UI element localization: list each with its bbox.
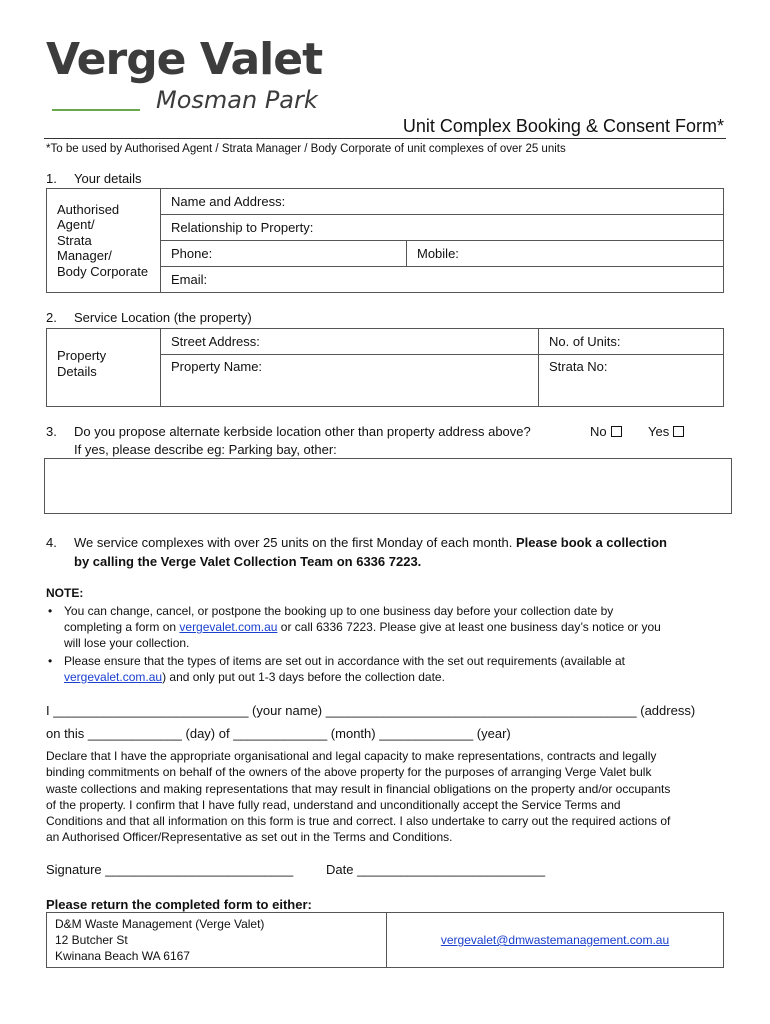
address-line: 12 Butcher St bbox=[55, 933, 128, 947]
agent-label-line: Agent/ bbox=[57, 217, 95, 233]
return-address-cell bbox=[47, 913, 387, 968]
section-3-heading bbox=[46, 424, 726, 440]
section-number: 1. bbox=[46, 171, 57, 186]
agent-label-line: Authorised bbox=[57, 201, 120, 217]
note-text: completing a form on bbox=[64, 620, 180, 634]
return-email-cell bbox=[387, 913, 724, 968]
consent-date-line[interactable]: on this _____________ (day) of _____________ (month) _____________ (year) bbox=[46, 726, 511, 741]
street-address-label: Street Address: bbox=[171, 334, 260, 349]
section-number: 3. bbox=[46, 424, 57, 439]
logo-wordmark: Verge Valet bbox=[46, 34, 323, 85]
note-text: ) and only put out 1-3 days before the collection date. bbox=[162, 670, 445, 684]
return-heading: Please return the completed form to either: bbox=[46, 897, 312, 912]
no-checkbox[interactable] bbox=[611, 426, 622, 437]
email-label: Email: bbox=[171, 272, 208, 287]
relationship-field[interactable] bbox=[161, 215, 724, 241]
phone-label: Phone: bbox=[171, 246, 213, 261]
mobile-field[interactable] bbox=[407, 241, 724, 267]
property-label-line: Property bbox=[57, 347, 107, 363]
booking-phone: by calling the Verge Valet Collection Team on 6336 7223. bbox=[74, 554, 422, 569]
declaration-text bbox=[46, 748, 730, 846]
declaration-line: of the property. I confirm that I have fully read, understand and unconditionally accept the Service Terms and bbox=[46, 797, 621, 812]
strata-field[interactable] bbox=[539, 355, 724, 407]
note-text: or call 6336 7223. Please give at least one business day’s notice or you bbox=[277, 620, 661, 634]
property-name-label: Property Name: bbox=[171, 359, 263, 374]
yes-option[interactable] bbox=[648, 424, 684, 439]
agent-label-line: Body Corporate bbox=[57, 263, 149, 279]
bullet-dot: • bbox=[48, 604, 53, 618]
property-name-field[interactable] bbox=[161, 355, 539, 407]
mobile-label: Mobile: bbox=[417, 246, 459, 261]
note-label: NOTE: bbox=[46, 586, 84, 600]
yes-checkbox[interactable] bbox=[673, 426, 684, 437]
section-title: Service Location (the property) bbox=[74, 310, 252, 325]
note-text: Please ensure that the types of items are set out in accordance with the set out requirements (available at bbox=[64, 654, 625, 668]
your-details-table bbox=[46, 188, 724, 293]
website-link[interactable]: vergevalet.com.au bbox=[179, 620, 278, 634]
agent-label-line: Strata Manager/ bbox=[57, 232, 112, 264]
describe-prompt: If yes, please describe eg: Parking bay, other: bbox=[74, 442, 337, 457]
website-link[interactable]: vergevalet.com.au bbox=[64, 670, 163, 684]
note-bullet-2 bbox=[48, 653, 728, 687]
declaration-line: Declare that I have the appropriate organisational and legal capacity to make representations, contracts and legally bbox=[46, 749, 657, 763]
title-divider bbox=[44, 138, 726, 139]
strata-label: Strata No: bbox=[549, 359, 608, 374]
email-link[interactable]: vergevalet@dmwastemanagement.com.au bbox=[440, 933, 670, 947]
note-bullet-1 bbox=[48, 603, 728, 653]
declaration-line: an Authorised Officer/Representative as set out in the Terms and Conditions. bbox=[46, 830, 453, 845]
section-2-heading bbox=[46, 310, 446, 326]
note-text: You can change, cancel, or postpone the booking up to one business day before your collection date by bbox=[64, 604, 614, 618]
bullet-dot: • bbox=[48, 654, 53, 668]
section-title: Your details bbox=[74, 171, 142, 186]
section-1-heading bbox=[46, 171, 346, 187]
name-address-field[interactable] bbox=[161, 189, 724, 215]
address-line: Kwinana Beach WA 6167 bbox=[55, 949, 190, 963]
signature-field[interactable]: Signature __________________________ bbox=[46, 862, 294, 877]
property-label-line: Details bbox=[57, 363, 97, 379]
note-text: will lose your collection. bbox=[64, 636, 190, 650]
service-info: We service complexes with over 25 units on the first Monday of each month. bbox=[74, 535, 513, 550]
alternate-location-question: Do you propose alternate kerbside location other than property address above? bbox=[74, 424, 531, 439]
intro-note: *To be used by Authorised Agent / Strata Manager / Body Corporate of unit complexes of over 25 units bbox=[46, 143, 566, 155]
address-line: D&M Waste Management (Verge Valet) bbox=[55, 917, 265, 931]
alternate-location-textarea[interactable] bbox=[44, 458, 732, 514]
declaration-line: Conditions and that all information on this form is true and correct. I also undertake to carry out the required actions of bbox=[46, 814, 671, 829]
consent-name-address-line[interactable]: I ___________________________ (your name) ___________________________________________ (address) bbox=[46, 703, 696, 718]
note-text-line bbox=[64, 669, 724, 685]
note-text-line bbox=[64, 619, 724, 635]
agent-label-cell bbox=[47, 189, 161, 293]
phone-field[interactable] bbox=[161, 241, 407, 267]
logo-underline bbox=[52, 109, 140, 111]
section-number: 2. bbox=[46, 310, 57, 325]
yes-label: Yes bbox=[648, 424, 670, 439]
email-field[interactable] bbox=[161, 267, 724, 293]
declaration-line: binding commitments on behalf of the owners of the above property for the purposes of arranging Verge Valet bulk bbox=[46, 765, 652, 780]
property-label-cell bbox=[47, 329, 161, 407]
section-number: 4. bbox=[46, 535, 57, 550]
form-title: Unit Complex Booking & Consent Form* bbox=[402, 116, 724, 136]
return-details-table bbox=[46, 912, 724, 968]
date-field[interactable]: Date __________________________ bbox=[326, 862, 546, 877]
units-label: No. of Units: bbox=[549, 334, 621, 349]
service-location-table bbox=[46, 328, 724, 407]
street-address-field[interactable] bbox=[161, 329, 539, 355]
declaration-line: waste collections and making representations that may result in financial obligations on the property and/or occupants bbox=[46, 781, 671, 796]
units-field[interactable] bbox=[539, 329, 724, 355]
no-option[interactable] bbox=[590, 424, 622, 439]
logo-subtitle: Mosman Park bbox=[156, 86, 318, 114]
booking-instruction: Please book a collection bbox=[515, 535, 667, 550]
name-address-label: Name and Address: bbox=[171, 194, 286, 209]
relationship-label: Relationship to Property: bbox=[171, 220, 314, 235]
no-label: No bbox=[590, 424, 607, 439]
